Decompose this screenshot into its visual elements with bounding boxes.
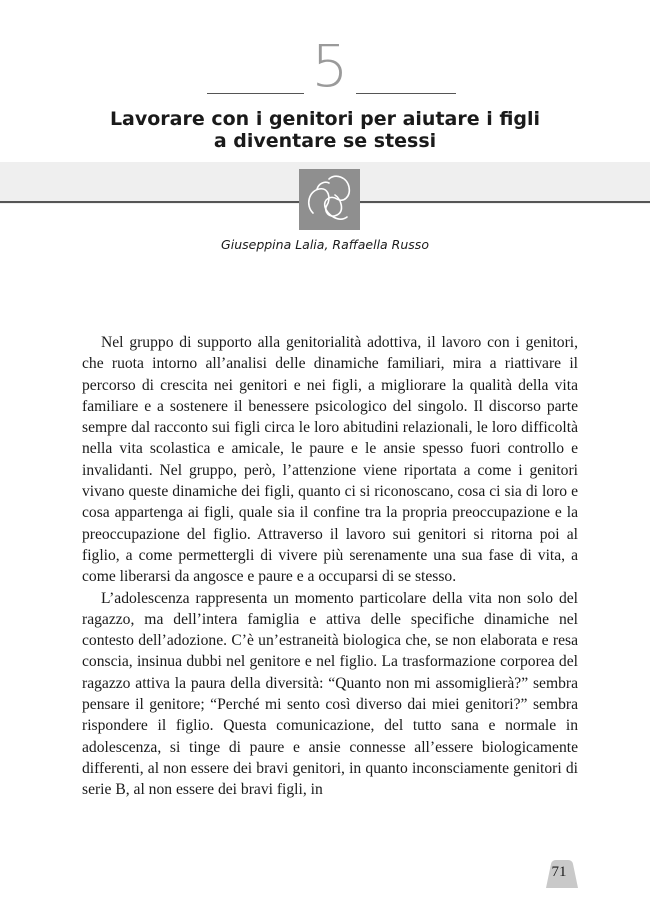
chapter-number: 5 — [311, 32, 349, 100]
page-number: 71 — [551, 864, 567, 880]
chapter-number-rule-left — [207, 93, 304, 94]
page-number-badge — [540, 858, 580, 888]
chapter-title — [0, 108, 650, 152]
paragraph: Nel gruppo di supporto alla genitorialità adottiva, il lavoro con i genitori, che ruota intorno all’analisi delle dinamiche familiari, mira a riattivare il percorso di crescita nei genitori e nei figli, a migliorare la qualità della vita familiare e a sostenere il benessere psicologico del singolo. Il discorso parte sempre dal racconto sui figli circa le loro abitudini relazionali, le loro difficoltà nella vita scolastica e amicale, le paure e le ansie spesso fuori controllo e invalidanti. Nel gruppo, però, l’attenzione viene riportata a come i genitori vivano queste dinamiche dei figli, quanto ci si riconoscano, cosa ci sia di loro e cosa appartenga ai figli, quale sia il confine tra la propria preoccupazione e la preoccupazione del figlio. Attraverso il lavoro sui genitori si ritorna poi al figlio, a come permettergli di vivere più serenamente una sua fase di vita, a come liberarsi da angosce e paure e a occuparsi di se stesso. — [82, 334, 578, 586]
paragraph: L’adolescenza rappresenta un momento particolare della vita non solo del ragazzo, ma dell’intera famiglia e attiva delle specifiche dinamiche nel contesto dell’adozione. C’è un’estraneità biologica che, se non elaborata e resa conscia, insinua dubbi nel genitore e nel figlio. La trasformazione corporea del ragazzo attiva la paura della diversità: “Quanto non mi assomiglierà?” sembra pensare il genitore; “Perché mi sento così diverso dai miei genitori?” sembra rispondere il figlio. Questa comunicazione, del tutto sana e normale in adolescenza, si tinge di paure e ansie connesse all’essere biologicamente differenti, al non essere dei bravi genitori, in quanto inconsciamente genitori di serie B, al non essere dei bravi figli, in — [82, 589, 578, 799]
chapter-title-line-2: a diventare se stessi — [213, 130, 437, 152]
chapter-title-line-1: Lavorare con i genitori per aiutare i figli — [109, 108, 541, 130]
chapter-authors: Giuseppina Lalia, Raffaella Russo — [221, 237, 429, 252]
infinity-knot-icon — [299, 169, 360, 230]
chapter-number-rule-right — [356, 93, 456, 94]
body-text — [82, 332, 578, 801]
chapter-number-header — [0, 32, 650, 102]
